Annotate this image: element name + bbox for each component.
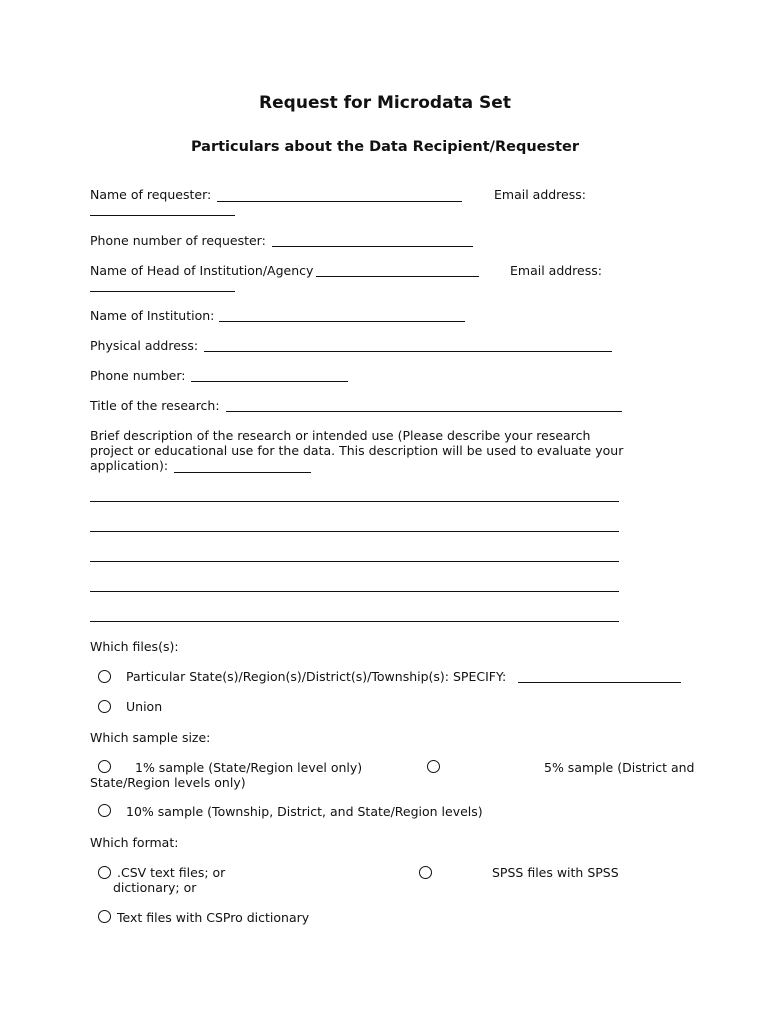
- specify-field[interactable]: [518, 682, 681, 683]
- physical-address-label: Physical address:: [90, 338, 199, 353]
- research-title-label: Title of the research:: [90, 398, 220, 413]
- requester-email-label: Email address:: [494, 187, 586, 202]
- description-line-field[interactable]: [90, 531, 619, 532]
- option-union-label: Union: [126, 699, 163, 714]
- requester-email-field[interactable]: [90, 215, 235, 216]
- head-email-field[interactable]: [90, 291, 235, 292]
- institution-name-field[interactable]: [219, 321, 465, 322]
- radio-format-csv[interactable]: [98, 866, 111, 879]
- radio-sample-1pct[interactable]: [98, 760, 111, 773]
- description-line-field[interactable]: [90, 501, 619, 502]
- description-inline-field[interactable]: [174, 472, 311, 473]
- format-spss-label: SPSS files with SPSS: [492, 865, 619, 880]
- requester-phone-field[interactable]: [272, 246, 473, 247]
- radio-format-spss[interactable]: [419, 866, 432, 879]
- radio-format-cspro[interactable]: [98, 910, 111, 923]
- option-particular-region-label: Particular State(s)/Region(s)/District(s)/Township(s): SPECIFY:: [126, 669, 507, 684]
- radio-sample-10pct[interactable]: [98, 804, 111, 817]
- phone-number-field[interactable]: [191, 381, 348, 382]
- head-name-field[interactable]: [316, 276, 479, 277]
- description-line-1: Brief description of the research or intended use (Please describe your research: [90, 428, 591, 443]
- format-csv-label-cont: dictionary; or: [113, 880, 197, 895]
- format-question: Which format:: [90, 835, 179, 850]
- form-title: Request for Microdata Set: [259, 93, 511, 113]
- radio-sample-5pct[interactable]: [427, 760, 440, 773]
- form-subtitle: Particulars about the Data Recipient/Requester: [190, 139, 580, 155]
- description-line-field[interactable]: [90, 591, 619, 592]
- institution-name-label: Name of Institution:: [90, 308, 215, 323]
- sample-10pct-label: 10% sample (Township, District, and State/Region levels): [126, 804, 483, 819]
- sample-1pct-label: 1% sample (State/Region level only): [135, 760, 363, 775]
- radio-particular-region[interactable]: [98, 670, 111, 683]
- description-line-2: project or educational use for the data. This description will be used to evaluate your: [90, 443, 624, 458]
- research-title-field[interactable]: [226, 411, 622, 412]
- format-cspro-label: Text files with CSPro dictionary: [117, 910, 310, 925]
- sample-question: Which sample size:: [90, 730, 211, 745]
- requester-name-label: Name of requester:: [90, 187, 212, 202]
- description-line-field[interactable]: [90, 561, 619, 562]
- phone-number-label: Phone number:: [90, 368, 186, 383]
- sample-5pct-label: 5% sample (District and: [544, 760, 695, 775]
- radio-union[interactable]: [98, 700, 111, 713]
- files-question: Which files(s):: [90, 639, 179, 654]
- head-name-label: Name of Head of Institution/Agency: [90, 263, 314, 278]
- format-csv-label: .CSV text files; or: [117, 865, 226, 880]
- head-email-label: Email address:: [510, 263, 602, 278]
- physical-address-field[interactable]: [204, 351, 612, 352]
- sample-5pct-label-cont: State/Region levels only): [90, 775, 246, 790]
- requester-phone-label: Phone number of requester:: [90, 233, 266, 248]
- requester-name-field[interactable]: [217, 201, 462, 202]
- description-line-3: application):: [90, 458, 169, 473]
- description-line-field[interactable]: [90, 621, 619, 622]
